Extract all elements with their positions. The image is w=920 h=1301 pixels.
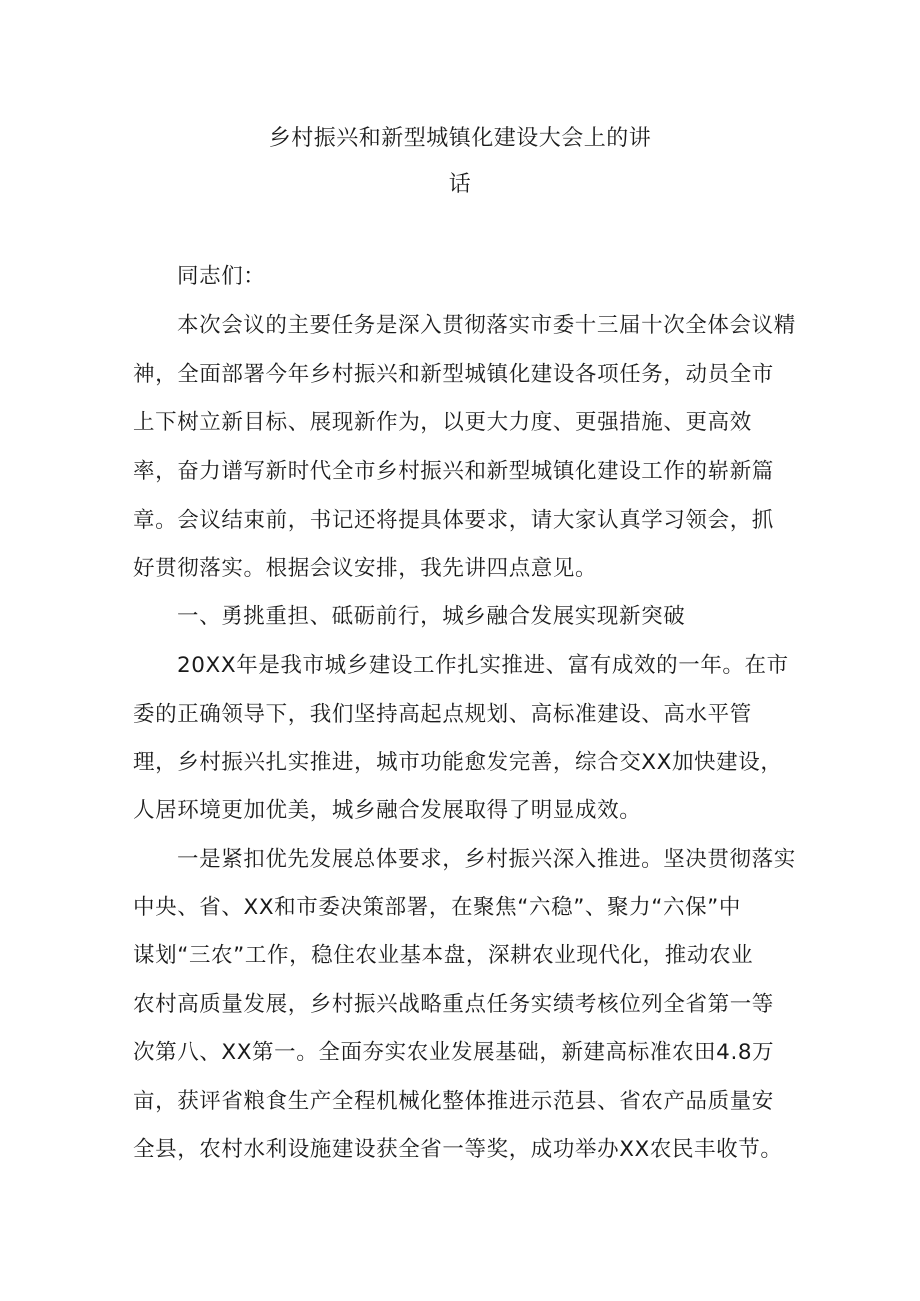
body-line: 农村高质量发展，乡村振兴战略重点任务实绩考核位列全省第一等 — [133, 992, 774, 1017]
body-line: 亩，获评省粮食生产全程机械化整体推进示范县、省农产品质量安 — [133, 1089, 774, 1114]
body-line: 好贯彻落实。根据会议安排，我先讲四点意见。 — [133, 556, 598, 581]
body-line: 率，奋力谱写新时代全市乡村振兴和新型城镇化建设工作的崭新篇 — [133, 459, 774, 484]
body-line: 神，全面部署今年乡村振兴和新型城镇化建设各项任务，动员全市 — [133, 362, 774, 387]
document-title-line-1: 乡村振兴和新型城镇化建设大会上的讲 — [268, 126, 652, 151]
body-line: 谋划“三农”工作，稳住农业基本盘，深耕农业现代化，推动农业 — [133, 943, 754, 968]
body-line: 20XX年是我市城乡建设工作扎实推进、富有成效的一年。在市 — [177, 653, 789, 678]
body-line: 理，乡村振兴扎实推进，城市功能愈发完善，综合交XX加快建设， — [133, 750, 783, 775]
body-line: 全县，农村水利设施建设获全省一等奖，成功举办XX农民丰收节。 — [133, 1137, 783, 1162]
body-line: 本次会议的主要任务是深入贯彻落实市委十三届十次全体会议精 — [177, 313, 796, 338]
body-line: 上下树立新目标、展现新作为，以更大力度、更强措施、更高效 — [133, 410, 752, 435]
document-title-line-2: 话 — [448, 172, 472, 197]
body-line: 章。会议结束前，书记还将提具体要求，请大家认真学习领会，抓 — [133, 508, 774, 533]
salutation: 同志们： — [177, 264, 266, 289]
section-heading: 一、勇挑重担、砥砺前行，城乡融合发展实现新突破 — [177, 604, 686, 629]
body-line: 人居环境更加优美，城乡融合发展取得了明显成效。 — [133, 798, 642, 823]
body-line: 中央、省、XX和市委决策部署，在聚焦“六稳”、聚力“六保”中 — [133, 895, 742, 920]
body-line: 委的正确领导下，我们坚持高起点规划、高标准建设、高水平管 — [133, 702, 752, 727]
body-line: 次第八、XX第一。全面夯实农业发展基础，新建高标准农田4.8万 — [133, 1040, 775, 1065]
body-line: 一是紧扣优先发展总体要求，乡村振兴深入推进。坚决贯彻落实 — [177, 847, 796, 872]
